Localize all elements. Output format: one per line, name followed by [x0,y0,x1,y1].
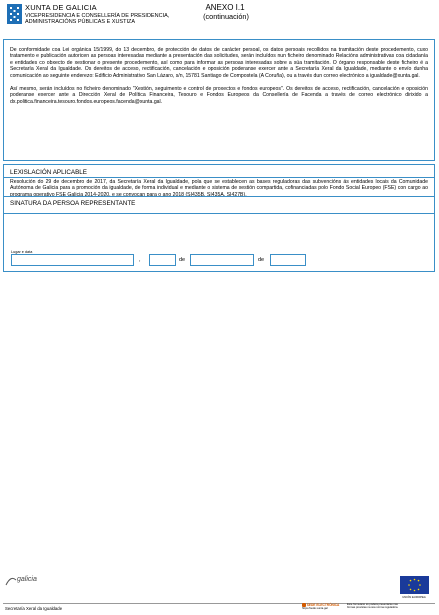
xunta-logo-icon [7,4,22,24]
footer-notice-1: Este formulario só poderá presentarse nas [347,603,398,606]
footer-sede-notice [302,603,432,610]
de-separator-2: de [258,257,265,263]
de-separator-1: de [179,257,186,263]
legislation-title: LEXISLACIÓN APLICABLE [10,169,87,176]
sede-url[interactable]: https://sede.xunta.gal [302,607,328,611]
place-input[interactable] [11,254,134,266]
signature-title: SINATURA DA PERSOA REPRESENTANTE [10,200,136,207]
sede-label: SEDE ELECTRÓNICA [306,602,340,607]
org-subtitle [25,13,185,26]
comma-separator: , [139,257,141,263]
footer-notice-2: formas previstas na súa norma reguladora. [347,606,399,610]
privacy-paragraph-2: Así mesmo, serán incluídos no ficheiro denominado "Xestión, seguimento e control de proxectos e fondos europeos". Os dereitos de acceso, rectificación, cancelación e oposición poderanse exercer ante a Dirección Xeral de Política Financeira, Tesouro e Fondos Europeos da Consellería de Facenda a través de correo electrónico dirixido a dx.politica.financeira.tesouro.fondos.europeos.facenda@xunta.gal. [10,86,428,105]
place-date-label: Lugar e data [11,250,33,254]
legislation-text: Resolución do 29 de decembro de 2017, da Secretaría Xeral da Igualdade, pola que se establecen as bases reguladoras das subvencións ás entidades locais da Comunidade Autónoma de Galicia para a promoción da igualdade, de forma individual e mediante o sistema de xestión compartida, cofinanciadas polo Fondo Social Europeo (FSE) con cargo ao programa operativo FSE Galicia 2014-2020, e se convocan para o ano 2018 (SI435B, SI435A, SI427B). [10,179,428,198]
annex-subtitle: (continuación) [203,12,249,21]
eu-caption: UNIÓN EUROPEA [402,595,426,599]
galicia-logo-text: galicia [17,576,37,583]
org-subtitle-line-2: ADMINISTRACIÓNS PÚBLICAS E XUSTIZA [25,19,136,26]
galicia-logo-icon [5,574,60,587]
privacy-notice [3,39,435,161]
org-subtitle-line-1: VICEPRESIDENCIA E CONSELLERÍA DE PRESIDENCIA, [25,13,170,19]
footer-department: Secretaría Xeral da Igualdade [5,606,63,611]
day-input[interactable] [149,254,176,266]
org-name: XUNTA DE GALICIA [25,3,97,12]
eu-flag-icon [400,576,429,594]
year-input[interactable] [270,254,306,266]
legislation-divider [4,177,434,178]
privacy-paragraph-1: De conformidade coa Lei orgánica 15/1999, do 13 decembro, de protección de datos de carácter persoal, os datos persoais recollidos na tramitación deste procedemento, cuxo tratamento e publicación autoricen as persoas interesadas mediante a presentación das solicitudes, serán incluídos nun ficheiro denominado Relacións administrativas coa cidadanía e entidades co obxecto de xestionar o presente procedemento, así como para informar as persoas interesadas sobre a súa tramitación. O órgano responsable deste ficheiro é a Secretaría Xeral da Igualdade. Os dereitos de acceso, rectificación, cancelación e oposición poderanse exercer ante a Secretaría Xeral da Igualdade, mediante o envío dunha comunicación ao seguinte enderezo: Edificio Administrativo San Lázaro, s/n, 15781 Santiago de Compostela (A Coruña), ou a través dun correo electrónico a igualdade@xunta.gal. [10,47,428,79]
annex-title: ANEXO I.1 [205,3,245,12]
month-input[interactable] [190,254,254,266]
